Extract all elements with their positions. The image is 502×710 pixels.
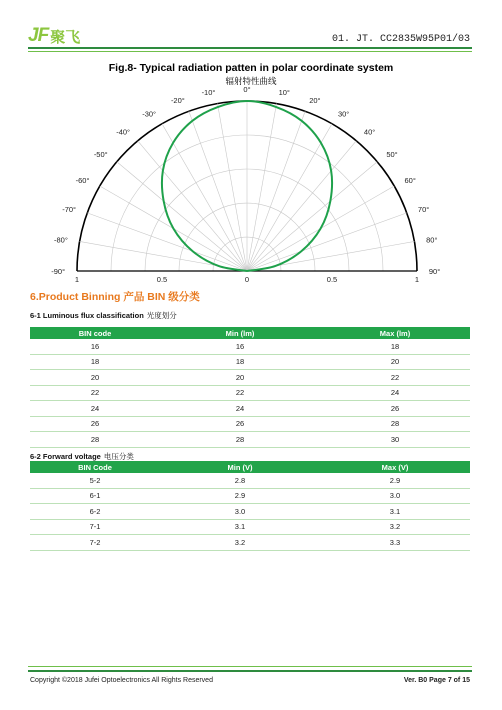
- flux-table-title-en: 6-1 Luminous flux classification: [30, 311, 144, 320]
- voltage-table-title-cn: 电压分类: [103, 452, 134, 461]
- table-header-row: [30, 327, 470, 339]
- table-cell: 3.1: [160, 519, 320, 535]
- copyright-text: Copyright ©2018 Jufei Optoelectronics All Rights Reserved: [30, 677, 213, 684]
- table-cell: 26: [30, 416, 160, 432]
- table-cell: 6-1: [30, 488, 160, 504]
- table-cell: 16: [30, 339, 160, 354]
- column-header: BIN code: [30, 327, 160, 339]
- table-cell: 18: [30, 354, 160, 370]
- table-cell: 5-2: [30, 473, 160, 488]
- angle-tick-label: -90°: [51, 267, 66, 276]
- angle-tick-label: -80°: [54, 235, 68, 245]
- table-cell: 24: [160, 401, 320, 417]
- table-cell: 2.8: [160, 473, 320, 488]
- document-code: 01. JT. CC2835W95P01/03: [331, 34, 470, 45]
- table-cell: 28: [30, 432, 160, 448]
- polar-grid-spoke: [117, 162, 247, 271]
- table-cell: 16: [160, 339, 320, 354]
- figure-title: Fig.8- Typical radiation patten in polar coordinate system: [108, 62, 394, 74]
- column-header: Min (V): [160, 461, 320, 473]
- table-row: [30, 385, 470, 401]
- table-row: [30, 401, 470, 417]
- angle-tick-label: 0°: [243, 85, 251, 95]
- table-cell: 18: [160, 354, 320, 370]
- table-cell: 20: [160, 370, 320, 386]
- flux-table-title: [30, 310, 177, 321]
- table-cell: 22: [160, 385, 320, 401]
- table-row: [30, 354, 470, 370]
- angle-tick-label: 50°: [386, 150, 398, 160]
- table-row: [30, 416, 470, 432]
- radial-tick-label: 0.5: [326, 275, 338, 284]
- table-cell: 3.1: [320, 504, 470, 520]
- angle-tick-label: -10°: [201, 87, 216, 97]
- angle-tick-label: 30°: [337, 109, 350, 119]
- table-cell: 3.2: [320, 519, 470, 535]
- voltage-table-title-en: 6-2 Forward voltage: [30, 452, 101, 461]
- table-cell: 20: [30, 370, 160, 386]
- angle-tick-label: -50°: [93, 150, 108, 160]
- table-cell: 3.0: [160, 504, 320, 520]
- table-cell: 3.2: [160, 535, 320, 551]
- angle-tick-label: -20°: [170, 96, 185, 106]
- column-header: Max (lm): [320, 327, 470, 339]
- table-header-row: [30, 461, 470, 473]
- table-cell: 28: [160, 432, 320, 448]
- angle-tick-label: -60°: [75, 176, 90, 186]
- angle-tick-label: -70°: [62, 204, 77, 214]
- table-cell: 30: [320, 432, 470, 448]
- angle-tick-label: 60°: [404, 176, 416, 186]
- angle-tick-label: 80°: [426, 235, 438, 245]
- flux-table-title-cn: 光度划分: [146, 311, 177, 320]
- table-cell: 2.9: [160, 488, 320, 504]
- table-row: [30, 488, 470, 504]
- logo-chinese: 聚飞: [50, 27, 81, 46]
- table-cell: 26: [320, 401, 470, 417]
- footer-divider: [28, 670, 472, 672]
- table-row: [30, 432, 470, 448]
- table-row: [30, 535, 470, 551]
- angle-tick-label: 10°: [278, 87, 290, 97]
- table-cell: 2.9: [320, 473, 470, 488]
- table-cell: 3.0: [320, 488, 470, 504]
- polar-radiation-chart: [0, 0, 502, 300]
- table-cell: 24: [320, 385, 470, 401]
- table-cell: 22: [30, 385, 160, 401]
- table-cell: 24: [30, 401, 160, 417]
- polar-grid: [77, 101, 417, 271]
- column-header: Min (lm): [160, 327, 320, 339]
- table-cell: 3.3: [320, 535, 470, 551]
- table-row: [30, 339, 470, 354]
- table-cell: 22: [320, 370, 470, 386]
- angle-tick-label: 70°: [417, 204, 430, 214]
- logo-mark: JF: [28, 25, 49, 46]
- table-cell: 26: [160, 416, 320, 432]
- table-cell: 6-2: [30, 504, 160, 520]
- table-row: [30, 473, 470, 488]
- angle-tick-label: 20°: [309, 96, 321, 106]
- column-header: Max (V): [320, 461, 470, 473]
- angle-tick-label: 90°: [428, 267, 441, 276]
- table-cell: 7-2: [30, 535, 160, 551]
- radial-tick-label: 1: [414, 275, 420, 284]
- table-cell: 18: [320, 339, 470, 354]
- table-cell: 28: [320, 416, 470, 432]
- angle-tick-label: 40°: [363, 127, 376, 137]
- forward-voltage-table: [30, 461, 470, 551]
- page-number: Ver. B0 Page 7 of 15: [403, 677, 470, 684]
- table-row: [30, 504, 470, 520]
- radial-tick-label: 0.5: [156, 275, 168, 284]
- angle-tick-label: -30°: [142, 109, 157, 119]
- radial-tick-label: 1: [74, 275, 80, 284]
- table-row: [30, 519, 470, 535]
- angle-tick-label: -40°: [116, 127, 131, 137]
- table-cell: 7-1: [30, 519, 160, 535]
- polar-grid-spoke: [247, 162, 377, 271]
- figure-subtitle: 辐射特性曲线: [225, 77, 277, 87]
- radial-tick-label: 0: [244, 275, 250, 284]
- table-cell: 20: [320, 354, 470, 370]
- table-row: [30, 370, 470, 386]
- column-header: BIN Code: [30, 461, 160, 473]
- luminous-flux-table: [30, 327, 470, 448]
- footer-divider-thin: [28, 666, 472, 667]
- section-title: 6.Product Binning 产品 BIN 级分类: [30, 291, 200, 303]
